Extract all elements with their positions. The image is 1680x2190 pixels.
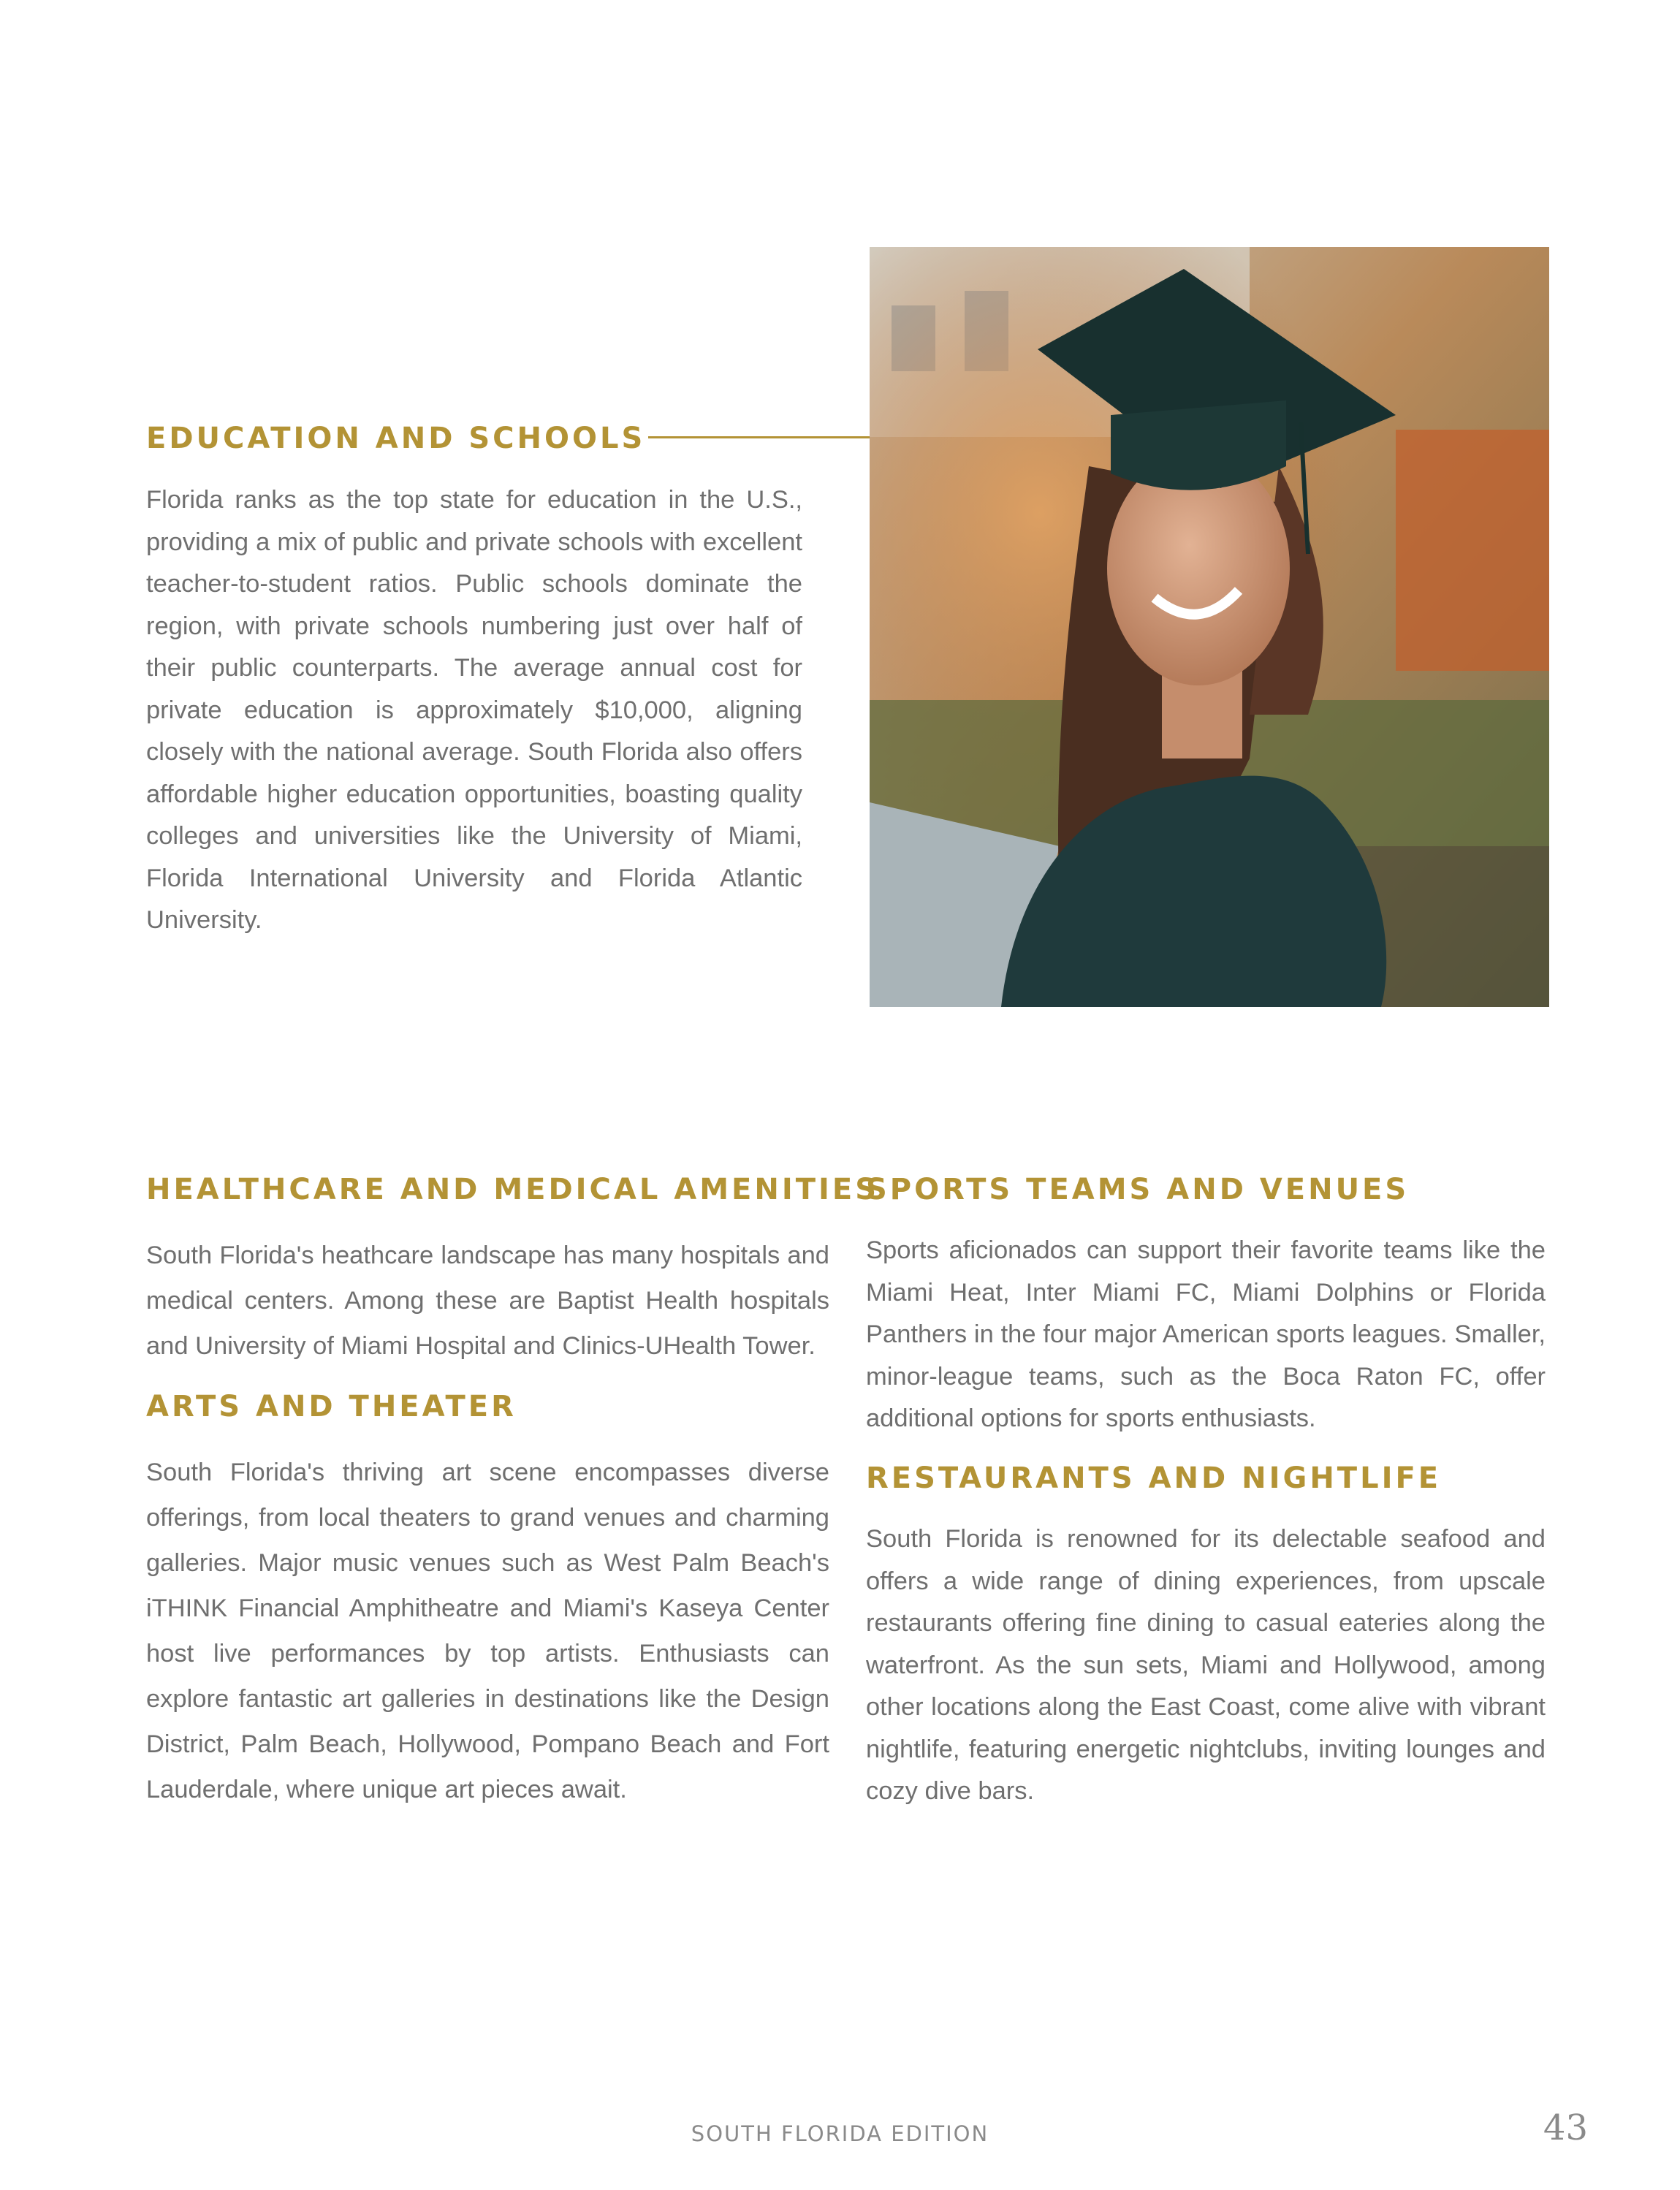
education-body: Florida ranks as the top state for education in the U.S., providing a mix of public and private schools with excellent teacher-to-student ratios. Public schools dominate the region, with private schools numbering just over half of their public counterparts. The average annual cost for private education is approximately $10,000, aligning closely with the national average. South Florida also offers affordable higher education opportunities, boasting quality colleges and universities like the University of Miami, Florida International University and Florida Atlantic University. [146,486,802,934]
healthcare-body: South Florida's heathcare landscape has many hospitals and medical centers. Among these are Baptist Health hospitals and University of Miami Hospital and Clinics-UHealth Tower. [146,1242,829,1360]
sports-heading: SPORTS TEAMS AND VENUES [866,1173,1410,1206]
arts-heading: ARTS AND THEATER [146,1390,517,1423]
restaurants-heading: RESTAURANTS AND NIGHTLIFE [866,1461,1442,1495]
arts-body: South Florida's thriving art scene encompasses diverse offerings, from local theaters to grand venues and charming galleries. Major music venues such as West Palm Beach's iTHINK Financial Amphitheatre and Miami's Kaseya Center host live performances by top artists. Enthusiasts can explore fantastic art galleries in destinations like the Design District, Palm Beach, Hollywood, Pompano Beach and Fort Lauderdale, where unique art pieces await. [146,1459,829,1803]
footer-edition-label: SOUTH FLORIDA EDITION [691,2121,989,2146]
sports-body: Sports aficionados can support their favorite teams like the Miami Heat, Inter Miami FC, Miami Dolphins or Florida Panthers in the four major American sports leagues. Smaller, minor-league teams, such as the Boca Raton FC, offer additional options for sports enthusiasts. [866,1236,1546,1432]
education-heading: EDUCATION AND SCHOOLS [146,422,646,455]
healthcare-heading: HEALTHCARE AND MEDICAL AMENITIES [146,1173,879,1206]
restaurants-body: South Florida is renowned for its delectable seafood and offers a wide range of dining experiences, from upscale restaurants offering fine dining to casual eateries along the waterfront. As the sun sets, Miami and Hollywood, among other locations along the East Coast, come alive with vibrant nightlife, featuring energetic nightclubs, inviting lounges and cozy dive bars. [866,1525,1546,1805]
page-number: 43 [1543,2107,1588,2148]
graduate-photo [870,247,1549,1007]
